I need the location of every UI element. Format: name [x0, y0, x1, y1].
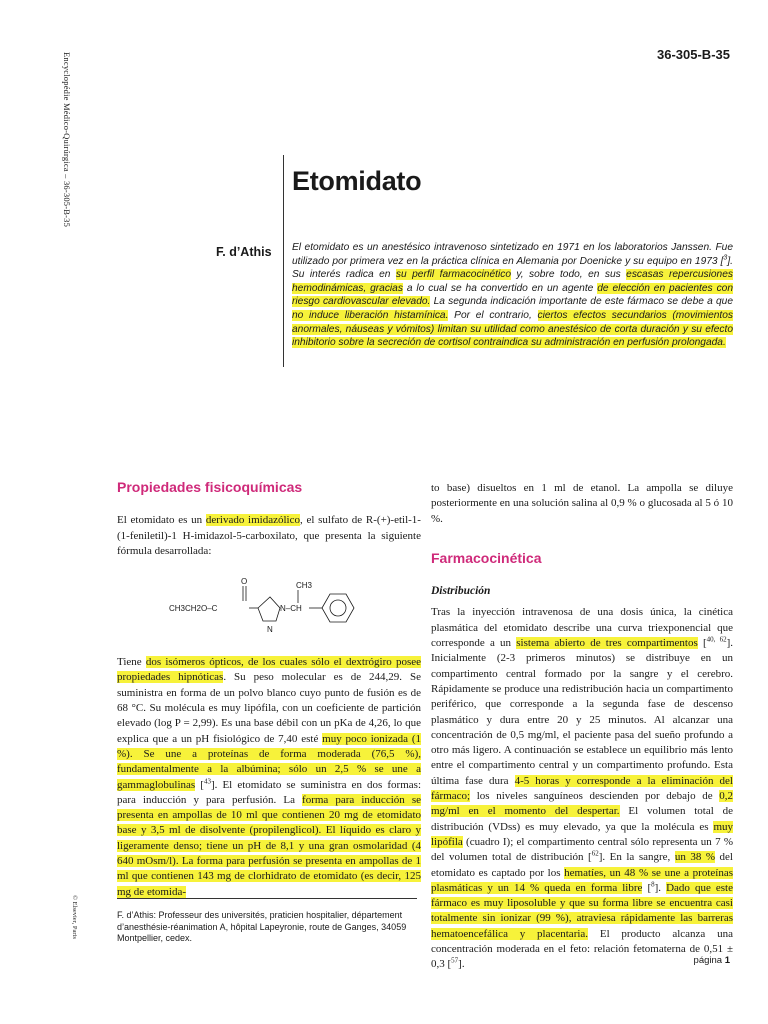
text-run: a lo cual se ha convertido en un agente: [402, 282, 598, 294]
highlighted-text: 4-5 horas y corresponde a la eliminación del fármaco;: [431, 774, 733, 803]
copyright-notice: © Elsevier, Paris: [71, 895, 78, 939]
structural-formula-diagram: [117, 565, 421, 651]
page-number: [694, 955, 730, 966]
text-run: [: [642, 881, 652, 894]
article-code: 36-305-B-35: [657, 47, 730, 62]
section-title-propiedades: Propiedades fisicoquímicas: [117, 479, 303, 495]
reference-citation: 57: [451, 956, 459, 965]
highlighted-text: forma para inducción se presenta en ampollas de 10 ml que contienen 20 mg de etomidato base y 3,5 ml de disolvente (propilenglicol). El líquido es claro y ligeramente denso; tiene un pH de 8,1 y una gran osmolaridad (4 640 mOsm/l). La forma para perfusión se presenta en ampollas de 1 ml que contienen 143 mg de clorhidrato de etomidato (es decir, 125 mg de etomida-: [117, 793, 421, 898]
abstract: [292, 241, 733, 350]
text-run: y, sobre todo, en sus: [510, 269, 627, 281]
text-run: ].: [654, 881, 667, 894]
text-run: El volumen total de distribución (VDss) es muy elevado, ya que la molécula es: [431, 805, 733, 833]
paragraph-intro: [117, 513, 421, 559]
highlighted-text: 0,2 mg/ml en el momento del despertar.: [431, 790, 733, 818]
formula-oxygen: O: [241, 577, 248, 587]
text-run: Tras la inyección intravenosa de una dosis única, la cinética plasmática del etomidato describe una curva triexponencial que corresponde a un: [431, 606, 733, 650]
highlighted-text: ciertos efectos secundarios (movimientos anormales, náuseas y vómitos) limitan su utilidad como anestésico de corta duración y su efecto inhibitorio sobre la secreción de cortisol contraindica su administración en perfusión prolongada.: [292, 309, 733, 349]
text-run: ]. El etomidato se suministra en dos formas: para inducción y para perfusión. La: [117, 778, 421, 806]
highlighted-text: dos isómeros ópticos, de los cuales sólo el dextrógiro posee propiedades hipnóticas: [117, 656, 422, 684]
text-run: ]. Su interés radica en: [292, 255, 733, 281]
highlighted-text: muy poco ionizada (1 %). Se une a proteínas de forma moderada (76,5 %), fundamentalmente a la albúmina; sólo un 2,5 % se une a gammaglobulinas: [117, 732, 421, 791]
reference-citation: 3: [723, 254, 728, 262]
highlighted-text: no induce liberación histamínica.: [292, 309, 449, 321]
reference-citation: 8: [651, 880, 655, 889]
reference-citation: 62: [591, 849, 599, 858]
section-title-farmacocinetica: Farmacocinética: [431, 549, 542, 566]
paragraph-continuation: to base) disueltos en 1 ml de etanol. La ampolla se diluye posteriormente en una solución salina al 0,9 % o glucosada al 5 ó 10 %.: [431, 482, 733, 525]
highlighted-text: su perfil farmacocinético: [395, 269, 511, 281]
text-run: Por el contrario,: [448, 309, 538, 321]
formula-imidazole-n: N–CH: [280, 604, 302, 614]
text-run: El producto alcanza una concentración moderada en el feto: relación fetomaterna de 0,51 ± 0,3 [: [431, 927, 733, 971]
highlighted-text: hematíes, un 48 % se une a proteínas plasmáticas y un 14 % queda en forma libre: [431, 866, 733, 894]
text-run: (cuadro I); el compartimento central sólo representa un 7 % del volumen total de distribución [: [431, 835, 733, 864]
highlighted-text: de elección en pacientes con riesgo cardiovascular elevado.: [292, 282, 733, 308]
text-run: [: [195, 778, 204, 791]
title-divider: [283, 155, 284, 367]
text-run: El etomidato es un anestésico intravenoso sintetizado en 1971 en los laboratorios Janssen. Fue utilizado por primera vez en la práctica clínica en Alemania por Doenicke y su equipo en 1973 [: [292, 242, 733, 267]
highlighted-text: un 38 %: [674, 851, 716, 864]
reference-citation: 40, 62: [706, 635, 727, 644]
highlighted-text: sistema abierto de tres compartimentos: [516, 637, 698, 650]
text-run: del etomidato es captado por los: [431, 851, 733, 879]
highlighted-text: Dado que este fármaco es muy liposoluble y que su forma libre se encuentra casi totalmente sin ionizar (99 %), atraviesa rápidamente las barreras hematoencefálica y placentaria.: [431, 881, 733, 940]
chemical-formula: [117, 565, 421, 651]
author-name: F. d’Athis: [216, 245, 272, 259]
text-run: los niveles sanguíneos descienden por debajo de: [470, 790, 720, 803]
text-run: , el sulfato de R-(+)-etil-1-(1-feniletil)-1 H-imidazol-5-carboxilato, que presenta la siguiente fórmula desarrollada:: [117, 514, 421, 557]
text-run: ].: [458, 958, 465, 971]
article-title: Etomidato: [292, 166, 422, 196]
reference-citation: 43: [203, 776, 211, 785]
highlighted-text: muy lipófila: [431, 820, 733, 848]
highlighted-text: derivado imidazólico: [205, 514, 300, 527]
page-number-value: 1: [724, 955, 730, 966]
subsection-title-distribucion: Distribución: [431, 585, 491, 598]
text-run: ]. En la sangre,: [598, 851, 675, 864]
text-run: ]. Inicialmente (2-3 primeros minutos) se distribuye en un compartimento central formado por la sangre y el cerebro. Rápidamente se produce una redistribución hacia un compartimento periférico, que corresponde a la segunda fase de descenso plasmático y dura entre 20 y 25 minutos. Al alcanzar una concentración de 0,5 mg/ml, el paciente pasa del sueño profundo a otro más ligero. A continuación se establece un equilibrio más lento entre el compartimento central y un compartimento profundo. Esta última fase dura: [431, 637, 734, 787]
text-run: La segunda indicación importante de este fármaco se debe a que: [430, 296, 734, 308]
text-run: [: [697, 637, 707, 650]
formula-ring-n: N: [267, 625, 273, 635]
text-run: El etomidato es un: [117, 514, 206, 527]
right-column: [431, 481, 733, 973]
formula-methyl: CH3: [296, 581, 313, 591]
paragraph-distribution: [431, 605, 733, 972]
formula-ester-group: CH3CH2O–C: [169, 604, 218, 614]
page-label: página: [693, 955, 723, 966]
text-run: . Su peso molecular es de 244,29. Se suministra en forma de un polvo blanco cuyo punto de fusión es de 68 °C. Su molécula es muy lipófila, con un coeficiente de partición elevado (log P = 2,99). Es una base débil con un pKa de 4,26, lo que explica que a un pH fisiológico de 7,40 esté: [117, 671, 421, 745]
author-footnote: F. d’Athis: Professeur des universités, praticien hospitalier, département d’anesthésie-réanimation A, hôpital Lapeyronie, route de Ganges, 34059 Montpellier, cedex.: [117, 910, 407, 943]
text-run: Tiene: [117, 656, 146, 669]
highlighted-text: escasas repercusiones hemodinámicas, gracias: [292, 269, 733, 294]
paragraph-properties: [117, 655, 421, 900]
left-column: [117, 480, 421, 900]
footnote-divider: [117, 898, 417, 899]
journal-side-label: Encyclopédie Médico-Quirúrgica – 36-305-B-35: [62, 52, 72, 228]
